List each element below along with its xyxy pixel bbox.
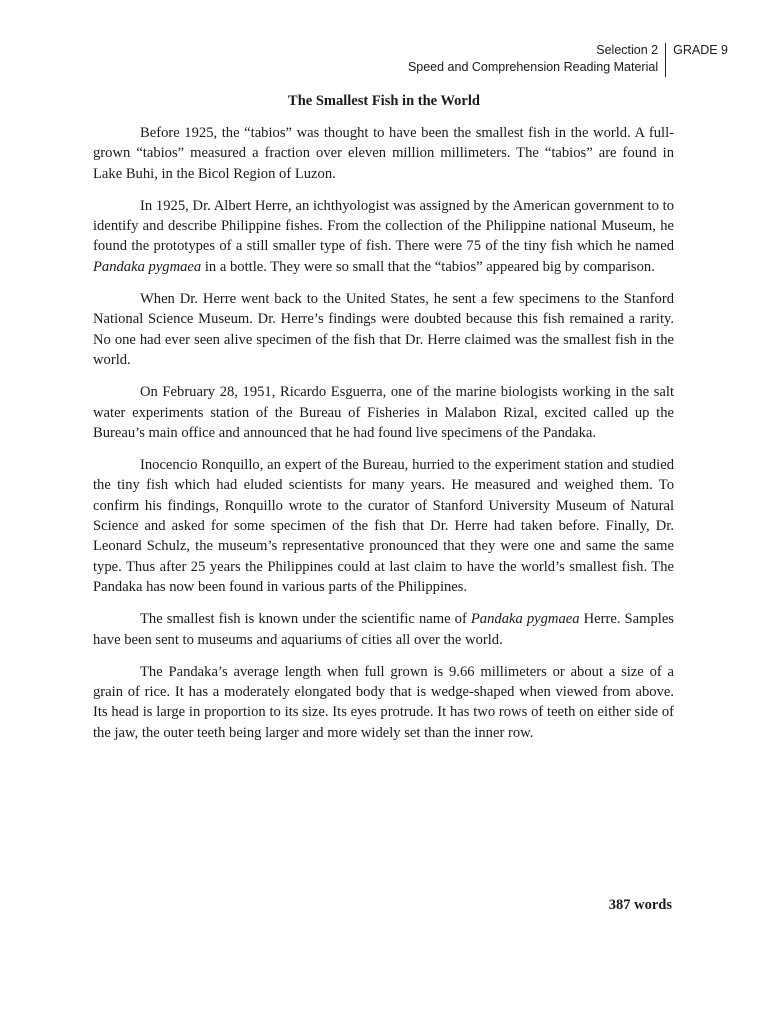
paragraph-text: Herre. Samples have been sent to museums and aquariums of cities all over the world.	[93, 611, 674, 648]
header-right-block	[666, 42, 728, 77]
document-body	[93, 123, 674, 755]
material-subtitle: Speed and Comprehension Reading Material	[407, 60, 659, 74]
paragraph-text: Before 1925, the “tabios” was thought to have been the smallest fish in the world. A full-grown “tabios” measured a fraction over eleven million millimeters. The “tabios” are found in Lake Buhi, in the Bicol Region of Luzon.	[93, 125, 674, 182]
scientific-name: Pandaka pygmaea	[470, 611, 580, 628]
selection-label: Selection 2	[596, 43, 659, 57]
paragraph-text: in a bottle. They were so small that the “tabios” appeared big by comparison.	[201, 258, 655, 275]
paragraph-text: In 1925, Dr. Albert Herre, an ichthyologist was assigned by the American government to to identify and describe Philippine fishes. From the collection of the Philippine national Museum, he found the prototypes of a still smaller type of fish. There were 75 of the tiny fish which he named	[93, 197, 674, 255]
paragraph	[93, 662, 674, 743]
page-header	[408, 42, 728, 77]
paragraph-text: The Pandaka’s average length when full grown is 9.66 millimeters or about a size of a grain of rice. It has a moderately elongated body that is wedge-shaped when viewed from above. Its head is large in proportion to its size. Its eyes protrude. It has two rows of teeth on either side of the jaw, the outer teeth being larger and more widely set than the inner row.	[93, 663, 674, 741]
paragraph	[93, 609, 674, 650]
paragraph-text: Inocencio Ronquillo, an expert of the Bureau, hurried to the experiment station and studied the tiny fish which had eluded scientists for many years. He measured and weighed them. To confirm his findings, Ronquillo wrote to the curator of Stanford University Museum of Natural Science and asked for some specimen of the fish that Dr. Herre had taken before. Finally, Dr. Leonard Schulz, the museum’s representative pronounced that they were one and same the same type. Thus after 25 years the Philippines could at last claim to have the world’s smallest fish. The Pandaka has now been found in various parts of the Philippines.	[93, 457, 674, 595]
paragraph	[93, 455, 674, 597]
paragraph	[93, 196, 674, 277]
paragraph	[93, 382, 674, 443]
paragraph-text: When Dr. Herre went back to the United States, he sent a few specimens to the Stanford National Science Museum. Dr. Herre’s findings were doubted because this fish remained a rarity. No one had ever seen alive specimen of the fish that Dr. Herre claimed was the smallest fish in the world.	[93, 291, 674, 368]
paragraph-text: The smallest fish is known under the scientific name of	[140, 611, 471, 628]
word-count: 387 words	[608, 897, 672, 913]
scientific-name: Pandaka pygmaea	[93, 258, 202, 275]
paragraph	[93, 289, 674, 370]
paragraph	[93, 123, 674, 184]
document-title: The Smallest Fish in the World	[288, 93, 480, 109]
paragraph-text: On February 28, 1951, Ricardo Esguerra, one of the marine biologists working in the salt water experiments station of the Bureau of Fisheries in Malabon Rizal, excited called up the Bureau’s main office and announced that he had found live specimens of the Pandaka.	[93, 384, 674, 441]
grade-label: GRADE 9	[673, 43, 728, 57]
header-left-block	[408, 42, 665, 77]
